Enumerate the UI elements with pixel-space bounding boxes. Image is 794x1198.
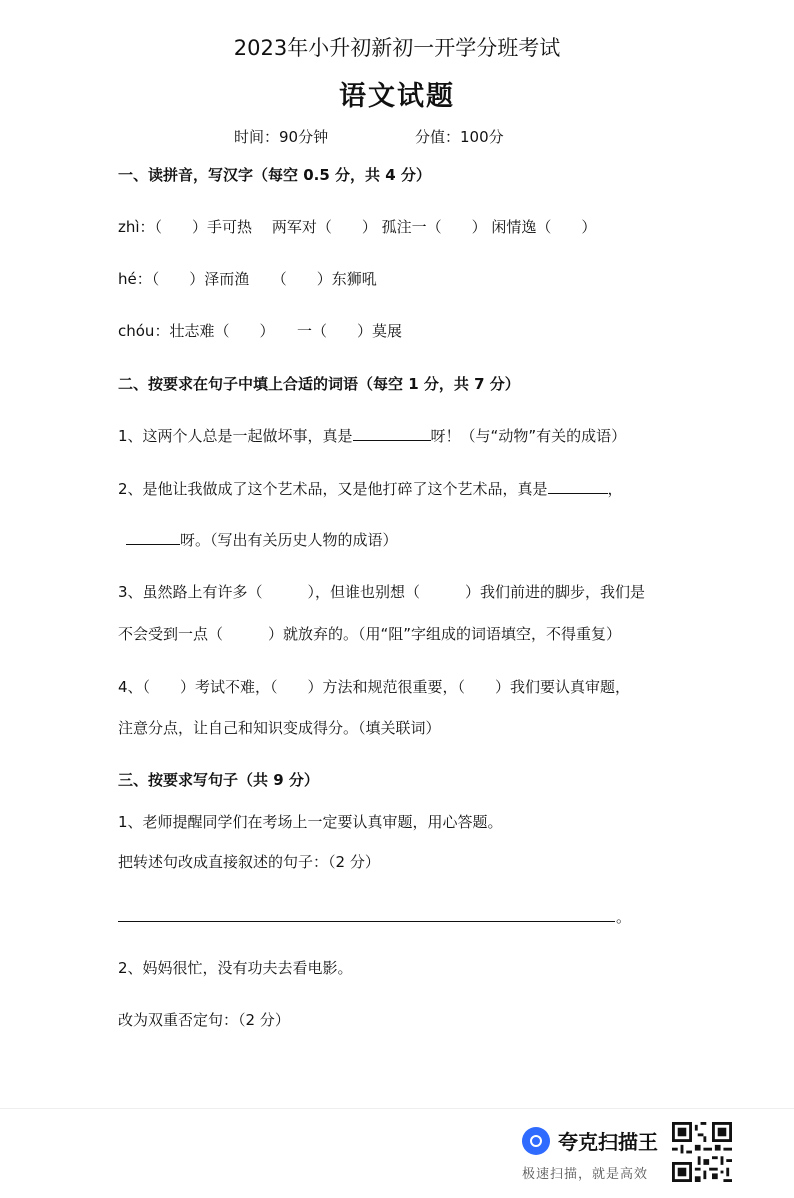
exam-score: 分值：100分 <box>415 128 504 146</box>
question-2-1-text: 1、这两个人总是一起做坏事，真是 <box>118 427 353 445</box>
question-3-2-requirement: 改为双重否定句：（2 分） <box>118 1011 290 1029</box>
question-3-2: 2、妈妈很忙，没有功夫去看电影。 <box>118 959 353 977</box>
footer-divider <box>0 1108 794 1109</box>
question-2-2-text: 2、是他让我做成了这个艺术品，又是他打碎了这个艺术品，真是 <box>118 480 548 498</box>
question-2-1 <box>118 425 626 446</box>
qr-code-icon <box>672 1122 732 1182</box>
pinyin-chou-line: chóu：壮志难（ ） 一（ ）莫展 <box>118 322 402 340</box>
exam-title: 2023年小升初新初一开学分班考试 <box>233 36 561 60</box>
answer-line-end: 。 <box>616 908 632 926</box>
exam-time: 时间：90分钟 <box>234 128 329 146</box>
question-2-2 <box>118 478 623 499</box>
section-1-heading: 一、读拼音，写汉字（每空 0.5 分，共 4 分） <box>118 166 431 184</box>
question-3-1: 1、老师提醒同学们在考场上一定要认真审题，用心答题。 <box>118 813 503 831</box>
watermark-brand <box>522 1126 658 1155</box>
exam-subtitle: 语文试题 <box>339 81 455 112</box>
question-2-4-line-1: 4、（ ）考试不难，（ ）方法和规范很重要，（ ）我们要认真审题， <box>118 678 631 696</box>
question-2-3-line-1: 3、虽然路上有许多（ ），但谁也别想（ ）我们前进的脚步，我们是 <box>118 583 646 601</box>
question-2-3-line-2: 不会受到一点（ ）就放弃的。（用“阻”字组成的词语填空，不得重复） <box>118 625 622 643</box>
quark-logo-icon <box>522 1127 550 1155</box>
pinyin-he-line: hé：（ ）泽而渔 （ ）东狮吼 <box>118 270 377 288</box>
question-2-2-comma: ， <box>607 480 623 498</box>
answer-blank[interactable] <box>548 479 608 494</box>
question-2-4-line-2: 注意分点，让自己和知识变成得分。（填关联词） <box>118 719 441 737</box>
brand-name: 夸克扫描王 <box>558 1130 658 1154</box>
question-2-2-cont <box>126 529 398 550</box>
question-2-2-hint: 呀。（写出有关历史人物的成语） <box>180 531 398 549</box>
question-2-1-hint: 呀！（与“动物”有关的成语） <box>430 427 627 445</box>
answer-blank[interactable] <box>353 426 431 441</box>
question-3-1-requirement: 把转述句改成直接叙述的句子：（2 分） <box>118 853 380 871</box>
pinyin-zhi-line: zhì：（ ）手可热 两军对（ ） 孤注一（ ） 闲情逸（ ） <box>118 218 597 236</box>
brand-slogan: 极速扫描，就是高效 <box>522 1167 649 1182</box>
answer-blank[interactable] <box>126 530 180 545</box>
section-3-heading: 三、按要求写句子（共 9 分） <box>118 771 319 789</box>
section-2-heading: 二、按要求在句子中填上合适的词语（每空 1 分，共 7 分） <box>118 375 520 393</box>
answer-line[interactable] <box>118 921 615 922</box>
